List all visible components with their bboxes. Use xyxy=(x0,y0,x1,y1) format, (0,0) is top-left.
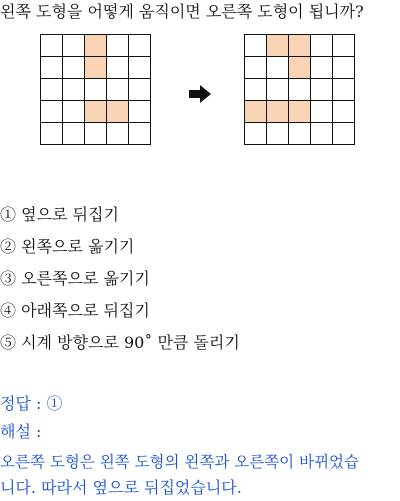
grid-cell xyxy=(63,123,85,145)
right-arrow-icon xyxy=(188,84,212,104)
grid-cell xyxy=(333,123,355,145)
explanation-line-1: 오른쪽 도형은 왼쪽 도형의 왼쪽과 오른쪽이 바뀌었습 xyxy=(0,453,359,471)
option-3[interactable]: ③ 오른쪽으로 옮기기 xyxy=(0,269,150,288)
grid-cell xyxy=(311,57,333,79)
explanation-line-2: 니다. 따라서 옆으로 뒤집었습니다. xyxy=(0,478,242,497)
grid-cell-filled xyxy=(267,35,289,57)
grid-cell-filled xyxy=(85,57,107,79)
option-5[interactable]: ⑤ 시계 방향으로 90˚ 만큼 돌리기 xyxy=(0,333,240,352)
grid-cell-filled xyxy=(245,101,267,123)
grid-cell xyxy=(129,79,151,101)
grid-cell xyxy=(85,79,107,101)
grid-cell xyxy=(107,79,129,101)
answer-label: 정답 : ① xyxy=(0,394,63,413)
grid-cell xyxy=(245,35,267,57)
grid-cell xyxy=(63,57,85,79)
grid-cell xyxy=(245,79,267,101)
grid-cell xyxy=(311,35,333,57)
grid-cell xyxy=(63,79,85,101)
grid-cell-filled xyxy=(107,101,129,123)
question-text: 왼쪽 도형을 어떻게 움직이면 오른쪽 도형이 됩니까? xyxy=(0,2,364,21)
grid-cell xyxy=(107,35,129,57)
grid-cell-filled xyxy=(289,57,311,79)
grid-cell xyxy=(311,101,333,123)
grid-cell xyxy=(267,79,289,101)
grid-cell xyxy=(41,79,63,101)
grid-cell-filled xyxy=(85,35,107,57)
grid-cell xyxy=(333,79,355,101)
left-shape-grid xyxy=(40,34,151,145)
grid-cell xyxy=(267,57,289,79)
grid-cell-filled xyxy=(267,101,289,123)
option-1[interactable]: ① 옆으로 뒤집기 xyxy=(0,205,119,224)
grid-cell xyxy=(41,35,63,57)
grid-cell xyxy=(63,101,85,123)
grid-cell xyxy=(129,101,151,123)
grid-cell xyxy=(85,123,107,145)
grid-cell xyxy=(267,123,289,145)
grid-cell-filled xyxy=(289,35,311,57)
grid-cell xyxy=(129,35,151,57)
grid-cell xyxy=(41,57,63,79)
grid-cell xyxy=(311,79,333,101)
grid-cell xyxy=(129,57,151,79)
grid-cell xyxy=(333,35,355,57)
option-2[interactable]: ② 왼쪽으로 옮기기 xyxy=(0,237,135,256)
grid-cell xyxy=(63,35,85,57)
grid-cell xyxy=(289,79,311,101)
grid-cell-filled xyxy=(85,101,107,123)
grid-cell xyxy=(289,123,311,145)
grid-cell-filled xyxy=(289,101,311,123)
grid-cell xyxy=(333,57,355,79)
grid-cell xyxy=(107,57,129,79)
grid-cell xyxy=(245,57,267,79)
grid-cell xyxy=(107,123,129,145)
option-4[interactable]: ④ 아래쪽으로 뒤집기 xyxy=(0,301,150,320)
grid-cell xyxy=(311,123,333,145)
grid-cell xyxy=(41,101,63,123)
grid-cell xyxy=(245,123,267,145)
grid-cell xyxy=(333,101,355,123)
explanation-title: 해설 : xyxy=(0,422,42,441)
grid-cell xyxy=(41,123,63,145)
grid-cell xyxy=(129,123,151,145)
right-shape-grid xyxy=(244,34,355,145)
